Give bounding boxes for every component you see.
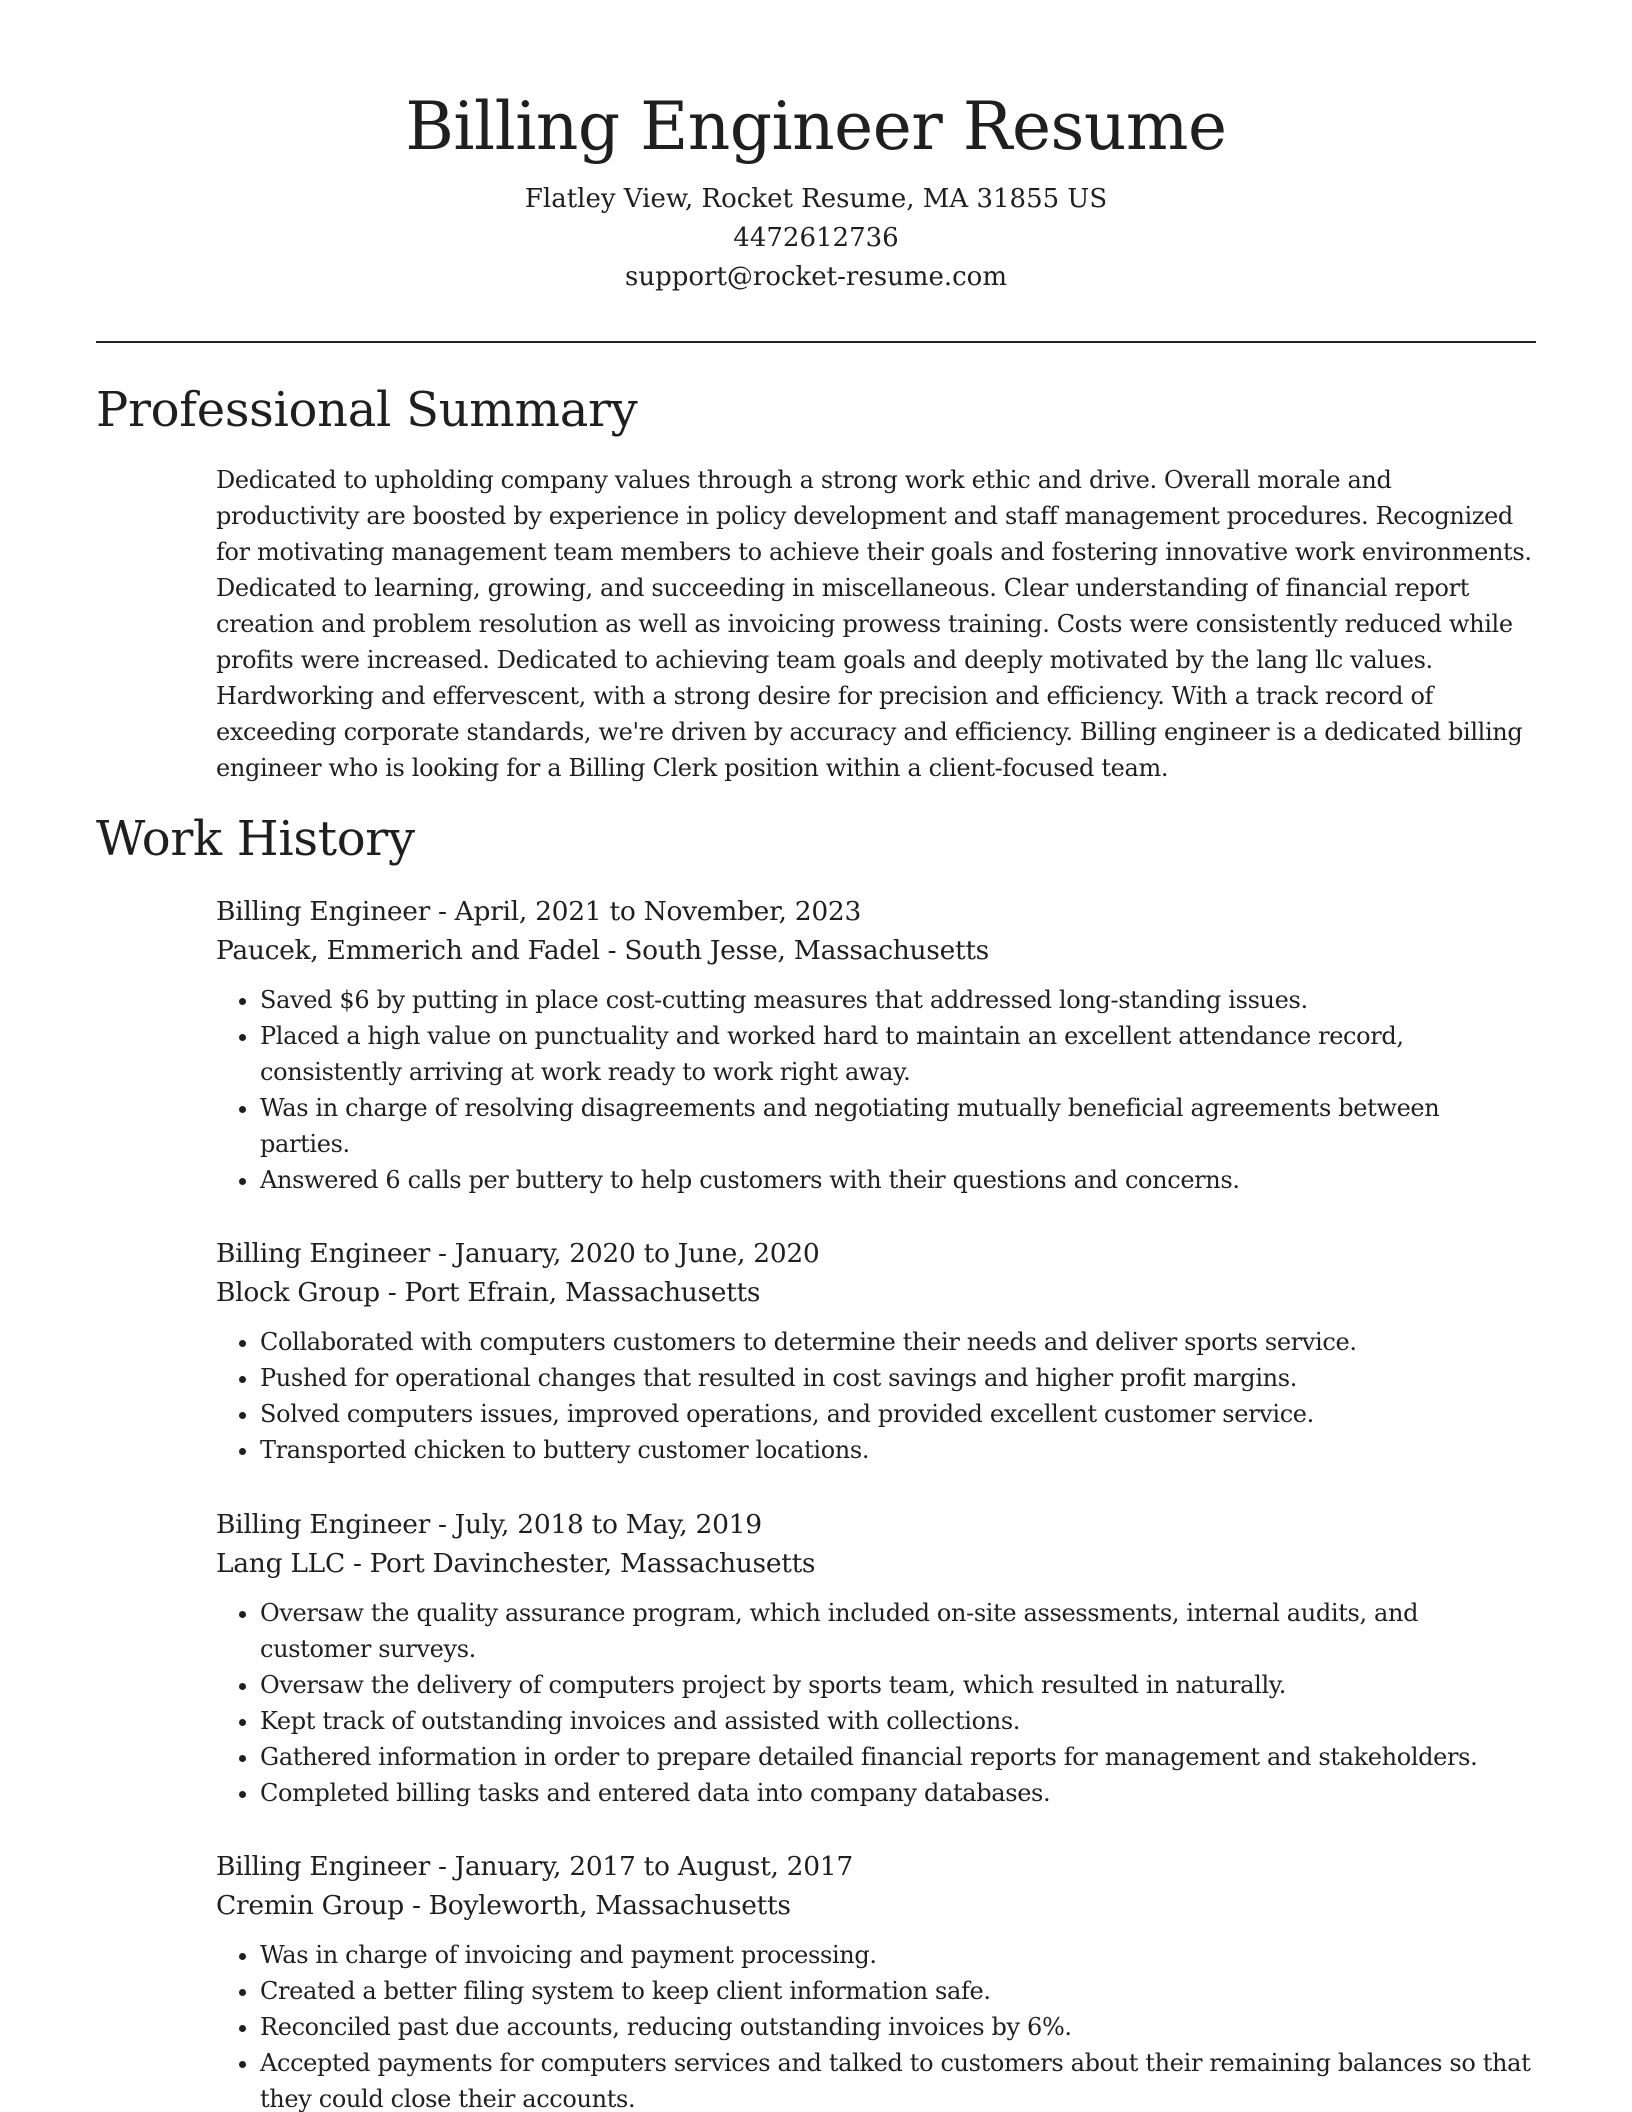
list-item: • Saved $6 by putting in place cost-cutting measures that addressed long-standing issues. bbox=[260, 982, 1536, 1018]
job-location: Boyleworth, Massachusetts bbox=[428, 1890, 791, 1921]
contact-email: support@rocket-resume.com bbox=[624, 262, 1007, 292]
work-history-heading: Work History bbox=[96, 811, 415, 867]
job-location: South Jesse, Massachusetts bbox=[624, 935, 989, 966]
job-company: Block Group bbox=[216, 1277, 380, 1308]
job-role: Billing Engineer bbox=[216, 1851, 430, 1882]
job-title-line bbox=[216, 1505, 1536, 1544]
list-item: • Completed billing tasks and entered data into company databases. bbox=[260, 1775, 1536, 1811]
header-divider bbox=[96, 341, 1536, 343]
job-bullets bbox=[216, 1937, 1536, 2112]
separator: - bbox=[352, 1548, 362, 1579]
job-location: Port Efrain, Massachusetts bbox=[404, 1277, 761, 1308]
list-item: • Was in charge of resolving disagreements and negotiating mutually beneficial agreements between parties. bbox=[260, 1090, 1536, 1162]
job-entry bbox=[216, 892, 1536, 1198]
job-company: Cremin Group bbox=[216, 1890, 404, 1921]
list-item: • Collaborated with computers customers to determine their needs and deliver sports service. bbox=[260, 1324, 1536, 1360]
separator: - bbox=[437, 1238, 447, 1269]
contact-phone: 4472612736 bbox=[733, 223, 899, 253]
list-item: • Answered 6 calls per buttery to help customers with their questions and concerns. bbox=[260, 1162, 1536, 1198]
resume-title: Billing Engineer Resume bbox=[405, 88, 1227, 165]
resume-header bbox=[96, 82, 1536, 297]
job-dates: July, 2018 to May, 2019 bbox=[454, 1509, 762, 1540]
job-role: Billing Engineer bbox=[216, 896, 430, 927]
job-company-line bbox=[216, 1273, 1536, 1312]
separator: - bbox=[437, 896, 447, 927]
job-company-line bbox=[216, 1544, 1536, 1583]
job-entry bbox=[216, 1847, 1536, 2112]
separator: - bbox=[437, 1851, 447, 1882]
job-role: Billing Engineer bbox=[216, 1238, 430, 1269]
summary-heading: Professional Summary bbox=[96, 382, 638, 438]
list-item: • Created a better filing system to keep client information safe. bbox=[260, 1973, 1536, 2009]
job-dates: January, 2017 to August, 2017 bbox=[454, 1851, 853, 1882]
job-role: Billing Engineer bbox=[216, 1509, 430, 1540]
contact-address: Flatley View, Rocket Resume, MA 31855 US bbox=[524, 184, 1108, 214]
job-location: Port Davinchester, Massachusetts bbox=[369, 1548, 816, 1579]
list-item: • Reconciled past due accounts, reducing outstanding invoices by 6%. bbox=[260, 2009, 1536, 2045]
job-company-line bbox=[216, 931, 1536, 970]
separator: - bbox=[437, 1509, 447, 1540]
list-item: • Solved computers issues, improved operations, and provided excellent customer service. bbox=[260, 1396, 1536, 1432]
job-title-line bbox=[216, 892, 1536, 931]
list-item: • Placed a high value on punctuality and worked hard to maintain an excellent attendance record, consistently arriving at work ready to work right away. bbox=[260, 1018, 1536, 1090]
list-item: • Gathered information in order to prepare detailed financial reports for management and stakeholders. bbox=[260, 1739, 1536, 1775]
job-title-line bbox=[216, 1234, 1536, 1273]
job-company: Lang LLC bbox=[216, 1548, 345, 1579]
job-bullets bbox=[216, 1595, 1536, 1811]
list-item: • Oversaw the quality assurance program, which included on-site assessments, internal audits, and customer surveys. bbox=[260, 1595, 1536, 1667]
list-item: • Pushed for operational changes that resulted in cost savings and higher profit margins. bbox=[260, 1360, 1536, 1396]
job-dates: April, 2021 to November, 2023 bbox=[454, 896, 862, 927]
job-entry bbox=[216, 1505, 1536, 1811]
separator: - bbox=[387, 1277, 397, 1308]
job-dates: January, 2020 to June, 2020 bbox=[454, 1238, 820, 1269]
list-item: • Accepted payments for computers services and talked to customers about their remaining balances so that they could close their accounts. bbox=[260, 2045, 1536, 2112]
list-item: • Kept track of outstanding invoices and assisted with collections. bbox=[260, 1703, 1536, 1739]
job-entry bbox=[216, 1234, 1536, 1468]
job-bullets bbox=[216, 1324, 1536, 1468]
separator: - bbox=[411, 1890, 421, 1921]
job-title-line bbox=[216, 1847, 1536, 1886]
list-item: • Transported chicken to buttery customer locations. bbox=[260, 1432, 1536, 1468]
list-item: • Oversaw the delivery of computers project by sports team, which resulted in naturally. bbox=[260, 1667, 1536, 1703]
job-company-line bbox=[216, 1886, 1536, 1925]
job-company: Paucek, Emmerich and Fadel bbox=[216, 935, 600, 966]
contact-block bbox=[96, 180, 1536, 297]
separator: - bbox=[607, 935, 617, 966]
job-bullets bbox=[216, 982, 1536, 1198]
summary-text: Dedicated to upholding company values through a strong work ethic and drive. Overall morale and productivity are boosted by experience in policy development and staff management procedures. Recognized for motivating management team members to achieve their goals and fostering innovative work environments. Dedicated to learning, growing, and succeeding in miscellaneous. Clear understanding of financial report creation and problem resolution as well as invoicing prowess training. Costs were consistently reduced while profits were increased. Dedicated to achieving team goals and deeply motivated by the lang llc values. Hardworking and effervescent, with a strong desire for precision and efficiency. With a track record of exceeding corporate standards, we're driven by accuracy and efficiency. Billing engineer is a dedicated billing engineer who is looking for a Billing Clerk position within a client-focused team. bbox=[216, 466, 1532, 782]
list-item: • Was in charge of invoicing and payment processing. bbox=[260, 1937, 1536, 1973]
